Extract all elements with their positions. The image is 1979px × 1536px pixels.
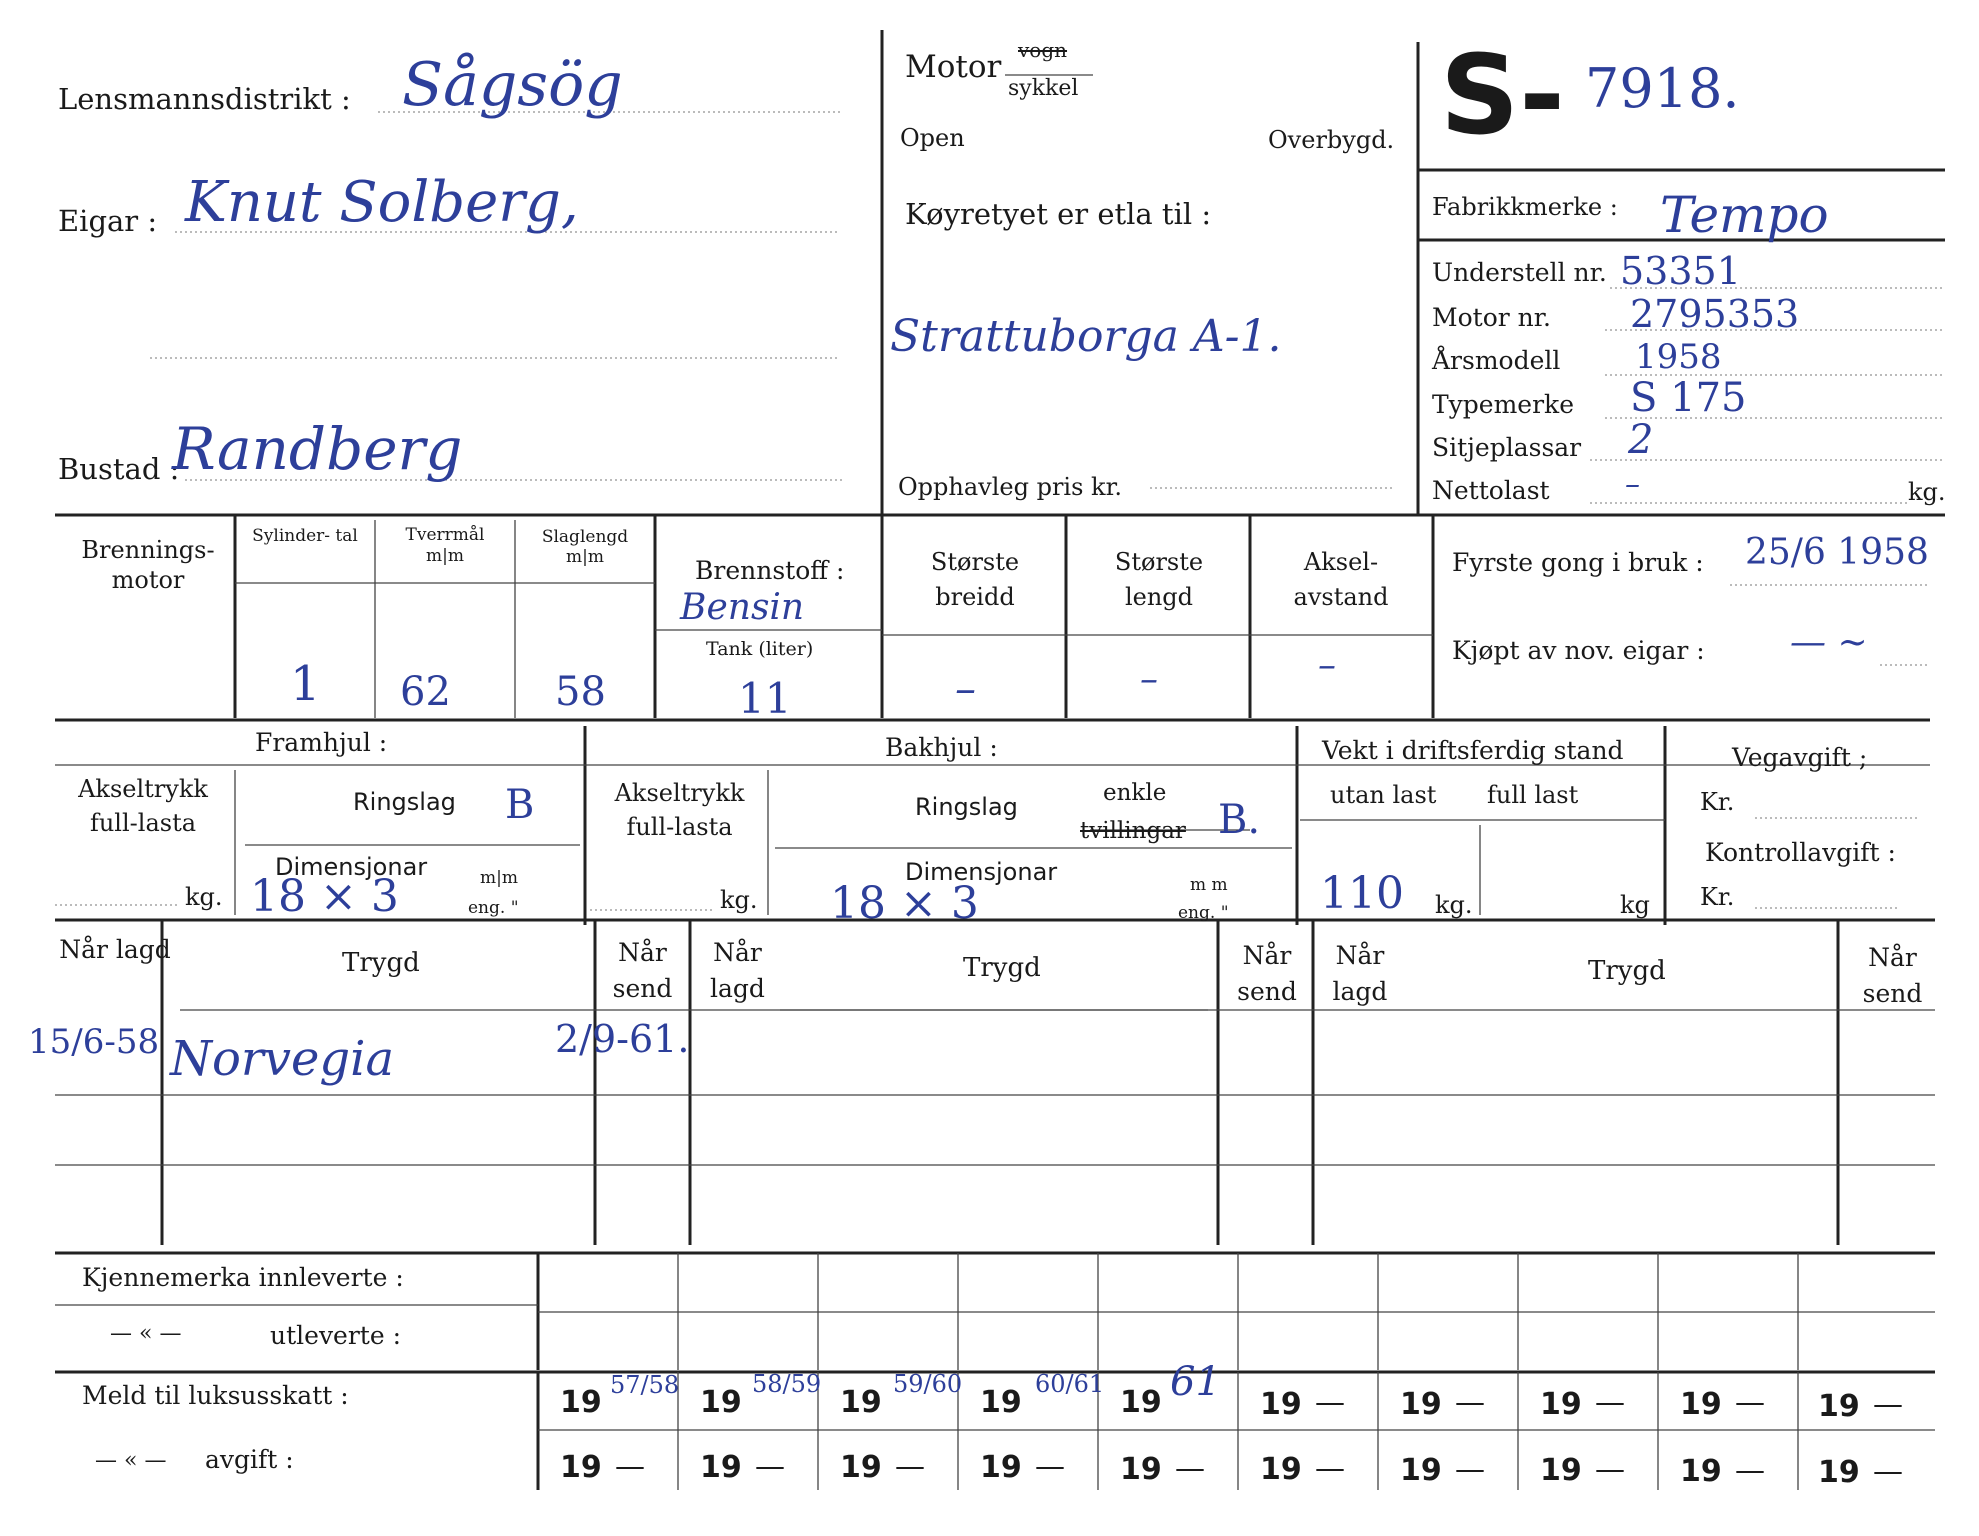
max-length-value[interactable]: –	[1140, 659, 1158, 700]
fuel-label: Brennstoff :	[695, 556, 845, 585]
plates-out-dash: — « —	[110, 1321, 182, 1346]
front-axle-load-label: Akseltrykk full-lasta	[78, 775, 208, 837]
tax-year-value-1[interactable]: 57/58	[610, 1371, 680, 1399]
cylinders-value[interactable]: 1	[290, 656, 321, 712]
front-dimensions-label: Dimensjonar	[275, 853, 428, 881]
fee-year-prefix-6: 19	[1260, 1452, 1302, 1487]
owner-value[interactable]: Knut Solberg,	[185, 170, 579, 235]
bore-label: Tverrmål	[405, 525, 485, 545]
control-fee-kr: Kr.	[1700, 883, 1735, 911]
address-label: Bustad :	[58, 452, 180, 486]
front-eng-label: eng. "	[468, 898, 519, 918]
engine-number-label: Motor nr.	[1432, 303, 1551, 332]
max-length-label: Største lengd	[1114, 548, 1204, 611]
front-mm-label: m|m	[480, 868, 518, 888]
rear-ring-label: Ringslag	[915, 793, 1018, 821]
fuel-value[interactable]: Bensin	[680, 587, 805, 628]
fee-year-prefix-3: 19	[840, 1450, 882, 1485]
registration-number[interactable]: 7918.	[1585, 57, 1740, 120]
fee-year-dash-4: —	[1035, 1449, 1065, 1484]
bore-value[interactable]: 62	[400, 669, 451, 715]
tax-year-dash-8: —	[1595, 1385, 1625, 1420]
tax-year-dash-7: —	[1455, 1385, 1485, 1420]
fee-year-prefix-2: 19	[700, 1450, 742, 1485]
insurance-sent-header-3: Når send	[1862, 943, 1923, 1009]
control-fee-label: Kontrollavgift :	[1705, 838, 1896, 867]
road-tax-kr: Kr.	[1700, 788, 1735, 816]
rear-axle-load-label: Akseltrykk full-lasta	[614, 779, 745, 841]
first-use-label: Fyrste gong i bruk :	[1452, 548, 1704, 577]
type-value[interactable]: S 175	[1630, 375, 1747, 421]
chassis-label: Understell nr.	[1432, 258, 1607, 287]
district-label: Lensmannsdistrikt :	[58, 82, 351, 116]
tax-year-prefix-4: 19	[980, 1385, 1022, 1420]
insurance-row1-laid[interactable]: 15/6-58	[28, 1022, 160, 1062]
fee-year-prefix-9: 19	[1680, 1454, 1722, 1489]
motor-label: Motor	[905, 49, 1002, 85]
single-tyre-label: enkle	[1103, 780, 1167, 806]
weight-full-kg: kg	[1620, 891, 1650, 919]
insurance-sent-header-2: Når send	[1237, 941, 1297, 1007]
tax-year-prefix-6: 19	[1260, 1387, 1302, 1422]
payload-unit: kg.	[1908, 478, 1946, 506]
front-dimensions-value[interactable]: 18 × 3	[250, 871, 399, 922]
first-use-value[interactable]: 25/6 1958	[1745, 532, 1929, 573]
luxury-fee-label: avgift :	[205, 1445, 294, 1474]
fee-year-dash-5: —	[1175, 1451, 1205, 1486]
tax-year-prefix-10: 19	[1818, 1389, 1860, 1424]
fee-year-prefix-1: 19	[560, 1450, 602, 1485]
insurance-header-1: Trygd	[342, 948, 420, 978]
tax-year-prefix-3: 19	[840, 1385, 882, 1420]
rear-wheel-label: Bakhjul :	[885, 733, 998, 762]
fee-year-dash-8: —	[1595, 1452, 1625, 1487]
insurance-sent-header-1: Når send	[612, 938, 673, 1004]
fee-year-prefix-7: 19	[1400, 1453, 1442, 1488]
fee-year-dash-9: —	[1735, 1453, 1765, 1488]
engine-number-value[interactable]: 2795353	[1630, 292, 1800, 336]
front-axle-kg: kg.	[185, 883, 223, 911]
tax-year-dash-10: —	[1873, 1387, 1903, 1422]
tax-year-value-5[interactable]: 61	[1170, 1359, 1221, 1405]
seats-value[interactable]: 2	[1628, 417, 1654, 463]
fee-year-dash-6: —	[1315, 1451, 1345, 1486]
tax-year-dash-9: —	[1735, 1385, 1765, 1420]
tax-year-prefix-2: 19	[700, 1385, 742, 1420]
fee-year-dash-2: —	[755, 1449, 785, 1484]
stroke-value[interactable]: 58	[555, 669, 606, 715]
max-width-label: Største breidd	[930, 548, 1020, 611]
luxury-fee-dash: — « —	[95, 1448, 167, 1473]
district-value[interactable]: Sågsög	[402, 50, 623, 120]
rear-ring-value[interactable]: B.	[1218, 797, 1261, 843]
tax-year-prefix-9: 19	[1680, 1387, 1722, 1422]
weight-label: Vekt i driftsferdig stand	[1322, 736, 1624, 765]
weight-empty-value[interactable]: 110	[1320, 868, 1404, 919]
tax-year-dash-6: —	[1315, 1385, 1345, 1420]
twin-tyre-label: tvillingar	[1080, 818, 1186, 844]
tax-year-prefix-1: 19	[560, 1385, 602, 1420]
type-label: Typemerke	[1432, 390, 1574, 419]
front-wheel-label: Framhjul :	[255, 728, 388, 757]
payload-value[interactable]: –	[1625, 467, 1640, 502]
bore-unit: m|m	[426, 546, 464, 566]
owner-label: Eigar :	[58, 204, 158, 238]
bought-value[interactable]: — ~	[1790, 622, 1868, 663]
insurance-header-2: Trygd	[963, 953, 1041, 983]
engine-label: Brennings- motor	[81, 536, 215, 594]
tax-year-prefix-7: 19	[1400, 1387, 1442, 1422]
weight-empty-kg: kg.	[1435, 891, 1473, 919]
road-tax-label: Vegavgift ;	[1732, 743, 1868, 772]
fee-year-prefix-8: 19	[1540, 1453, 1582, 1488]
weight-full-label: full last	[1487, 781, 1579, 809]
front-ring-label: Ringslag	[353, 788, 456, 816]
front-ring-value[interactable]: B	[505, 782, 535, 828]
luxury-tax-label: Meld til luksusskatt :	[82, 1381, 349, 1410]
weight-empty-label: utan last	[1330, 781, 1437, 809]
tax-year-prefix-5: 19	[1120, 1385, 1162, 1420]
tax-year-value-3[interactable]: 59/60	[893, 1370, 963, 1398]
model-year-label: Årsmodell	[1432, 346, 1561, 375]
purpose-label: Køyretyet er etla til :	[905, 197, 1212, 231]
purpose-value[interactable]: Strattuborga A-1.	[890, 311, 1282, 362]
fee-year-dash-10: —	[1873, 1454, 1903, 1489]
tax-year-prefix-8: 19	[1540, 1387, 1582, 1422]
rear-eng-label: eng. "	[1178, 903, 1229, 923]
fee-year-dash-1: —	[615, 1449, 645, 1484]
tank-label: Tank (liter)	[706, 638, 814, 660]
registration-prefix: S-	[1440, 31, 1565, 159]
address-value[interactable]: Randberg	[172, 415, 463, 483]
payload-label: Nettolast	[1432, 476, 1550, 505]
fee-year-prefix-4: 19	[980, 1450, 1022, 1485]
insurance-row1-sent[interactable]: 2/9-61.	[555, 1017, 690, 1061]
rear-dimensions-value[interactable]: 18 × 3	[830, 878, 979, 929]
bought-label: Kjøpt av nov. eigar :	[1452, 636, 1705, 665]
tank-value[interactable]: 11	[738, 674, 792, 723]
plates-in-label: Kjennemerka innleverte :	[82, 1263, 404, 1292]
axle-distance-value[interactable]: –	[1318, 645, 1336, 686]
plates-out-label: utleverte :	[270, 1321, 402, 1350]
insurance-laid-header-3: Når lagd	[1332, 941, 1388, 1007]
stroke-unit: m|m	[566, 547, 604, 567]
price-label: Opphavleg pris kr.	[898, 473, 1123, 501]
stroke-label: Slaglengd	[541, 527, 629, 547]
brand-value[interactable]: Tempo	[1660, 186, 1829, 244]
fee-year-prefix-5: 19	[1120, 1452, 1162, 1487]
fee-year-dash-3: —	[895, 1449, 925, 1484]
axle-distance-label: Aksel- avstand	[1293, 548, 1389, 611]
rear-dimensions-label: Dimensjonar	[905, 858, 1058, 886]
insurance-laid-header-2: Når lagd	[710, 938, 765, 1004]
model-year-value[interactable]: 1958	[1635, 337, 1722, 377]
covered-label: Overbygd.	[1268, 126, 1395, 154]
open-label: Open	[900, 124, 965, 152]
max-width-value[interactable]: –	[955, 664, 976, 713]
seats-label: Sitjeplassar	[1432, 433, 1582, 462]
fee-year-dash-7: —	[1455, 1452, 1485, 1487]
tax-year-value-2[interactable]: 58/59	[752, 1370, 822, 1398]
brand-label: Fabrikkmerke :	[1432, 193, 1618, 221]
insurance-laid-header-1: Når lagd	[59, 935, 171, 964]
rear-mm-label: m m	[1190, 875, 1228, 895]
insurance-row1-company[interactable]: Norvegia	[170, 1031, 395, 1087]
fee-year-prefix-10: 19	[1818, 1455, 1860, 1490]
vehicle-struck-label: vogn	[1018, 38, 1068, 62]
tax-year-value-4[interactable]: 60/61	[1035, 1370, 1105, 1398]
chassis-value[interactable]: 53351	[1620, 249, 1741, 293]
vehicle-type-label: sykkel	[1008, 76, 1079, 101]
cylinders-label: Sylinder- tal	[252, 526, 358, 546]
rear-axle-kg: kg.	[720, 886, 758, 914]
insurance-header-3: Trygd	[1588, 956, 1666, 986]
